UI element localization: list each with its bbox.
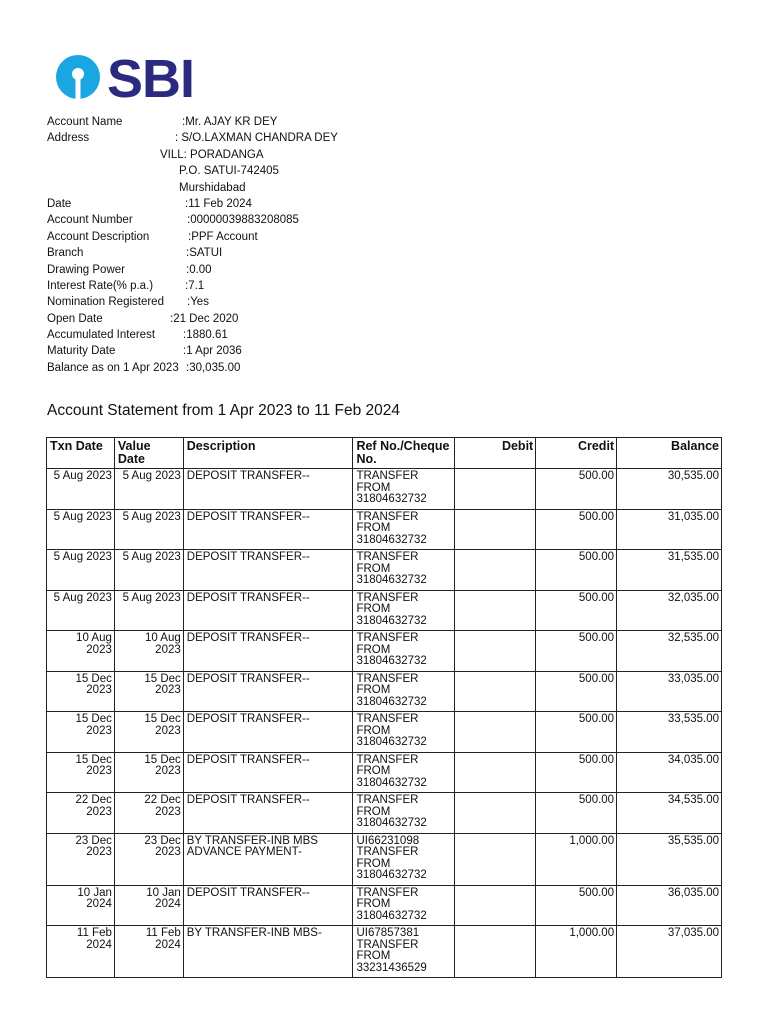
debit-cell: [455, 631, 536, 672]
balance-cell: 34,035.00: [617, 752, 722, 793]
txn-date-cell: 5 Aug 2023: [47, 509, 115, 550]
maturity-date-label: Maturity Date: [47, 345, 116, 358]
value-date-cell: 15 Dec 2023: [114, 671, 183, 712]
table-row: [47, 752, 722, 793]
table-row: [47, 712, 722, 753]
description-cell: DEPOSIT TRANSFER--: [183, 509, 353, 550]
address-line-3: P.O. SATUI-742405: [179, 165, 279, 178]
ref-no-cell: TRANSFER FROM 31804632732: [353, 631, 455, 672]
txn-date-cell: 15 Dec 2023: [47, 671, 115, 712]
description-cell: DEPOSIT TRANSFER--: [183, 671, 353, 712]
statement-body: [47, 469, 722, 978]
account-description-label: Account Description: [47, 230, 150, 243]
ref-no-cell: TRANSFER FROM 31804632732: [353, 712, 455, 753]
branch-label: Branch: [47, 247, 84, 260]
credit-cell: 500.00: [536, 752, 617, 793]
credit-cell: 500.00: [536, 712, 617, 753]
description-cell: BY TRANSFER-INB MBS-: [183, 926, 353, 978]
description-cell: DEPOSIT TRANSFER--: [183, 752, 353, 793]
balance-cell: 33,035.00: [617, 671, 722, 712]
description-cell: DEPOSIT TRANSFER--: [183, 469, 353, 510]
interest-rate-value: :7.1: [185, 279, 205, 292]
debit-cell: [455, 469, 536, 510]
accumulated-interest-label: Accumulated Interest: [47, 329, 156, 342]
txn-date-cell: 23 Dec 2023: [47, 833, 115, 885]
account-name-label: Account Name: [47, 116, 123, 128]
value-date-cell: 10 Aug 2023: [114, 631, 183, 672]
credit-cell: 500.00: [536, 509, 617, 550]
table-row: [47, 793, 722, 834]
address-line-1: : S/O.LAXMAN CHANDRA DEY: [175, 132, 338, 145]
balance-cell: 37,035.00: [617, 926, 722, 978]
debit-cell: [455, 752, 536, 793]
description-cell: DEPOSIT TRANSFER--: [183, 712, 353, 753]
address-label: Address: [47, 132, 90, 145]
value-date-cell: 5 Aug 2023: [114, 509, 183, 550]
value-date-cell: 23 Dec 2023: [114, 833, 183, 885]
value-date-cell: 5 Aug 2023: [114, 550, 183, 591]
nomination-value: :Yes: [187, 296, 209, 309]
credit-cell: 500.00: [536, 793, 617, 834]
sbi-logo-text: SBI: [107, 52, 195, 102]
balance-header: Balance: [617, 438, 722, 469]
description-cell: DEPOSIT TRANSFER--: [183, 550, 353, 591]
txn-date-cell: 11 Feb 2024: [47, 926, 115, 978]
debit-header: Debit: [455, 438, 536, 469]
value-date-cell: 22 Dec 2023: [114, 793, 183, 834]
address-line-2: VILL: PORADANGA: [160, 148, 264, 161]
statement-title: Account Statement from 1 Apr 2023 to 11 Feb 2024: [47, 402, 400, 419]
table-row: [47, 926, 722, 978]
debit-cell: [455, 509, 536, 550]
value-date-cell: 5 Aug 2023: [114, 469, 183, 510]
balance-cell: 32,035.00: [617, 590, 722, 631]
txn-date-cell: 10 Aug 2023: [47, 631, 115, 672]
account-name-value: :Mr. AJAY KR DEY: [182, 116, 278, 128]
balance-cell: 30,535.00: [617, 469, 722, 510]
ref-no-cell: TRANSFER FROM 31804632732: [353, 550, 455, 591]
txn-date-cell: 15 Dec 2023: [47, 752, 115, 793]
credit-cell: 500.00: [536, 590, 617, 631]
debit-cell: [455, 550, 536, 591]
value-date-cell: 11 Feb 2024: [114, 926, 183, 978]
nomination-label: Nomination Registered: [47, 296, 164, 309]
table-row: [47, 550, 722, 591]
table-row: [47, 833, 722, 885]
ref-no-cell: TRANSFER FROM 31804632732: [353, 885, 455, 926]
debit-cell: [455, 671, 536, 712]
ref-no-cell: TRANSFER FROM 31804632732: [353, 793, 455, 834]
debit-cell: [455, 926, 536, 978]
accumulated-interest-value: :1880.61: [183, 329, 228, 342]
maturity-date-value: :1 Apr 2036: [183, 345, 242, 358]
drawing-power-value: :0.00: [186, 263, 212, 276]
table-row: [47, 631, 722, 672]
credit-cell: 1,000.00: [536, 926, 617, 978]
balance-cell: 35,535.00: [617, 833, 722, 885]
table-row: [47, 469, 722, 510]
balance-cell: 36,035.00: [617, 885, 722, 926]
ref-no-cell: TRANSFER FROM 31804632732: [353, 590, 455, 631]
open-date-label: Open Date: [47, 312, 103, 325]
ref-no-cell: TRANSFER FROM 31804632732: [353, 671, 455, 712]
txn-date-cell: 5 Aug 2023: [47, 550, 115, 591]
table-row: [47, 671, 722, 712]
ref-no-cell: TRANSFER FROM 31804632732: [353, 509, 455, 550]
ref-no-cell: TRANSFER FROM 31804632732: [353, 469, 455, 510]
txn-date-cell: 5 Aug 2023: [47, 469, 115, 510]
ref-no-cell: UI66231098 TRANSFER FROM 31804632732: [353, 833, 455, 885]
value-date-cell: 15 Dec 2023: [114, 712, 183, 753]
description-cell: DEPOSIT TRANSFER--: [183, 590, 353, 631]
account-description-value: :PPF Account: [188, 230, 258, 243]
ref-no-cell: TRANSFER FROM 31804632732: [353, 752, 455, 793]
branch-value: :SATUI: [186, 247, 223, 260]
table-row: [47, 590, 722, 631]
debit-cell: [455, 712, 536, 753]
sbi-logo: [55, 52, 200, 102]
debit-cell: [455, 885, 536, 926]
ref-no-header: Ref No./Cheque No.: [353, 438, 455, 469]
opening-balance-value: :30,035.00: [186, 361, 241, 374]
balance-cell: 31,035.00: [617, 509, 722, 550]
balance-cell: 31,535.00: [617, 550, 722, 591]
balance-cell: 32,535.00: [617, 631, 722, 672]
opening-balance-label: Balance as on 1 Apr 2023: [47, 361, 179, 374]
description-cell: DEPOSIT TRANSFER--: [183, 793, 353, 834]
credit-cell: 500.00: [536, 885, 617, 926]
description-header: Description: [183, 438, 353, 469]
date-value: :11 Feb 2024: [185, 197, 252, 210]
ref-no-cell: UI67857381 TRANSFER FROM 33231436529: [353, 926, 455, 978]
credit-cell: 500.00: [536, 631, 617, 672]
balance-cell: 33,535.00: [617, 712, 722, 753]
sbi-keyhole-icon: [56, 55, 100, 99]
debit-cell: [455, 793, 536, 834]
table-row: [47, 885, 722, 926]
value-date-header: Value Date: [114, 438, 183, 469]
balance-cell: 34,535.00: [617, 793, 722, 834]
open-date-value: :21 Dec 2020: [170, 312, 239, 325]
address-line-4: Murshidabad: [179, 181, 246, 194]
description-cell: BY TRANSFER-INB MBS ADVANCE PAYMENT-: [183, 833, 353, 885]
credit-cell: 500.00: [536, 550, 617, 591]
description-cell: DEPOSIT TRANSFER--: [183, 631, 353, 672]
debit-cell: [455, 590, 536, 631]
statement-table: [46, 437, 722, 978]
drawing-power-label: Drawing Power: [47, 263, 125, 276]
sbi-logo-graphic: [55, 52, 200, 102]
txn-date-cell: 15 Dec 2023: [47, 712, 115, 753]
txn-date-cell: 22 Dec 2023: [47, 793, 115, 834]
value-date-cell: 5 Aug 2023: [114, 590, 183, 631]
date-label: Date: [47, 197, 72, 210]
account-number-value: :00000039883208085: [187, 214, 299, 227]
debit-cell: [455, 833, 536, 885]
account-number-label: Account Number: [47, 214, 133, 227]
txn-date-header: Txn Date: [47, 438, 115, 469]
interest-rate-label: Interest Rate(% p.a.): [47, 279, 154, 292]
value-date-cell: 10 Jan 2024: [114, 885, 183, 926]
credit-cell: 1,000.00: [536, 833, 617, 885]
credit-cell: 500.00: [536, 671, 617, 712]
txn-date-cell: 10 Jan 2024: [47, 885, 115, 926]
credit-cell: 500.00: [536, 469, 617, 510]
description-cell: DEPOSIT TRANSFER--: [183, 885, 353, 926]
txn-date-cell: 5 Aug 2023: [47, 590, 115, 631]
value-date-cell: 15 Dec 2023: [114, 752, 183, 793]
statement-header-row: [47, 438, 722, 469]
table-row: [47, 509, 722, 550]
credit-header: Credit: [536, 438, 617, 469]
